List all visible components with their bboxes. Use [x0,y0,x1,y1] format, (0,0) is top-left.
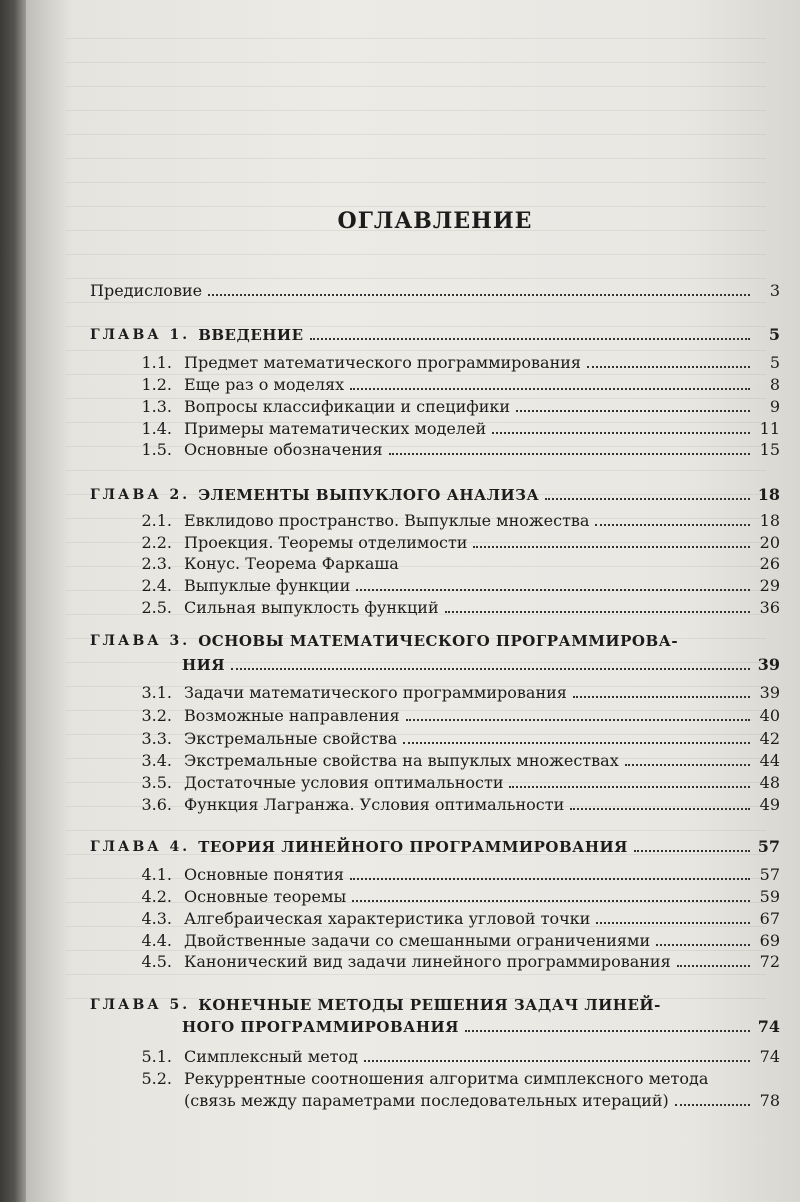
toc-chapter [90,834,780,856]
leader-dots [509,785,750,788]
page-number: 74 [759,1047,780,1066]
chapter-label: ГЛАВА 4. [90,839,191,855]
section-title: Основные обозначения [184,440,383,459]
toc-section [90,906,780,928]
toc-section [90,530,780,552]
toc-section [90,551,780,573]
leader-dots [356,588,750,591]
chapter-label: ГЛАВА 3. [90,633,191,649]
page-number: 44 [759,751,780,770]
leader-dots [587,365,750,368]
page-number: 69 [759,931,780,950]
section-number: 1.2. [141,375,172,394]
chapter-label: ГЛАВА 2. [90,487,191,503]
chapter-label: ГЛАВА 5. [90,997,191,1013]
section-number: 3.2. [141,706,172,725]
section-title: Алгебраическая характеристика угловой точки [184,909,591,928]
page-title: ОГЛАВЛЕНИЕ [337,208,533,234]
leader-dots [406,718,750,721]
section-title: Конус. Теорема Фаркаша [184,554,399,573]
leader-dots [625,763,750,766]
page-number: 36 [759,598,780,617]
page-number: 57 [759,865,780,884]
toc-section [90,949,780,971]
section-title: Евклидово пространство. Выпуклые множества [184,511,590,530]
section-number: 4.2. [141,887,172,906]
section-title: Функция Лагранжа. Условия оптимальности [184,795,565,814]
section-number: 1.3. [141,397,172,416]
leader-dots [492,431,750,434]
section-title: Вопросы классификации и специфики [184,397,511,416]
leader-dots [570,807,750,810]
toc-chapter-continued [90,1014,780,1036]
section-number: 2.3. [141,554,172,573]
section-number: 3.3. [141,729,172,748]
section-title: Основные понятия [184,865,344,884]
section-title: Экстремальные свойства на выпуклых множествах [184,751,619,770]
section-title: Проекция. Теоремы отделимости [184,533,468,552]
section-number: 3.5. [141,773,172,792]
page-number: 49 [759,795,780,814]
section-title: Достаточные условия оптимальности [184,773,504,792]
page-number: 74 [757,1017,780,1036]
leader-dots [465,1029,750,1032]
leader-dots [389,452,750,455]
section-number: 1.4. [141,419,172,438]
chapter-title-line1: КОНЕЧНЫЕ МЕТОДЫ РЕШЕНИЯ ЗАДАЧ ЛИНЕЙ- [198,996,661,1014]
section-title: Симплексный метод [184,1047,359,1066]
leader-dots [516,409,750,412]
preface-label: Предисловие [90,281,203,300]
chapter-title-line2: НОГО ПРОГРАММИРОВАНИЯ [182,1018,459,1036]
toc-chapter [90,992,780,1014]
toc-section [90,928,780,950]
section-number: 5.1. [141,1047,172,1066]
toc-section [90,394,780,416]
toc-section [90,748,780,770]
toc-section [90,372,780,394]
section-number: 5.2. [141,1069,172,1088]
toc-section [90,350,780,372]
toc-section [90,508,780,530]
leader-dots [545,497,750,500]
page-number: 40 [759,706,780,725]
leader-dots [473,545,750,548]
book-page [26,0,800,1202]
toc-section [90,792,780,814]
toc-section [90,595,780,617]
section-title-line1: Рекуррентные соотношения алгоритма симплексного метода [184,1069,709,1088]
section-title: Сильная выпуклость функций [184,598,439,617]
section-number: 3.6. [141,795,172,814]
section-number: 1.1. [141,353,172,372]
leader-dots [352,899,750,902]
section-title: Выпуклые функции [184,576,351,595]
leader-dots [350,387,750,390]
toc-section [90,437,780,459]
chapter-title: ВВЕДЕНИЕ [198,326,304,344]
section-title-line2: (связь между параметрами последовательных итераций) [184,1091,669,1110]
page-number: 9 [769,397,780,416]
page-number: 29 [759,576,780,595]
section-title: Возможные направления [184,706,400,725]
chapter-title: ЭЛЕМЕНТЫ ВЫПУКЛОГО АНАЛИЗА [198,486,540,504]
page-number: 59 [759,887,780,906]
leader-dots [445,610,750,613]
toc-preface [90,278,780,300]
page-number: 72 [759,952,780,971]
section-title: Экстремальные свойства [184,729,398,748]
section-number: 3.4. [141,751,172,770]
toc-chapter [90,482,780,504]
toc-section [90,884,780,906]
toc-section [90,573,780,595]
chapter-title-line2: НИЯ [182,656,226,674]
toc-section [90,416,780,438]
page-number: 48 [759,773,780,792]
leader-dots [208,293,750,296]
section-number: 4.4. [141,931,172,950]
section-number: 3.1. [141,683,172,702]
chapter-label: ГЛАВА 1. [90,327,191,343]
page-number: 15 [759,440,780,459]
leader-dots [677,964,750,967]
section-title: Примеры математических моделей [184,419,487,438]
section-title: Канонический вид задачи линейного программирования [184,952,671,971]
chapter-title: ТЕОРИЯ ЛИНЕЙНОГО ПРОГРАММИРОВАНИЯ [198,838,628,856]
section-number: 4.5. [141,952,172,971]
section-title: Еще раз о моделях [184,375,345,394]
page-number: 11 [759,419,780,438]
page-number: 8 [769,375,780,394]
toc-chapter-continued [90,652,780,674]
section-number: 2.5. [141,598,172,617]
leader-dots [364,1059,750,1062]
toc-chapter [90,322,780,344]
leader-dots [403,741,750,744]
toc-section [90,1066,780,1088]
section-title: Задачи математического программирования [184,683,567,702]
leader-dots [675,1103,750,1106]
page-number: 67 [759,909,780,928]
leader-dots [573,695,750,698]
toc-section [90,1044,780,1066]
leader-dots [310,337,750,340]
page-number: 39 [759,683,780,702]
page-number: 5 [768,325,780,344]
section-number: 1.5. [141,440,172,459]
leader-dots [595,523,750,526]
toc-section [90,703,780,725]
section-number: 4.1. [141,865,172,884]
page-number: 18 [757,485,780,504]
toc-section [90,680,780,702]
page-number: 20 [759,533,780,552]
leader-dots [231,667,750,670]
section-number: 2.4. [141,576,172,595]
page-number: 39 [757,655,780,674]
leader-dots [405,566,750,569]
book-spine-shadow [0,0,26,1202]
section-title: Основные теоремы [184,887,347,906]
section-number: 2.1. [141,511,172,530]
section-number: 2.2. [141,533,172,552]
toc-section [90,770,780,792]
section-number: 4.3. [141,909,172,928]
leader-dots [634,849,750,852]
page-number: 5 [769,353,780,372]
page-number: 42 [759,729,780,748]
chapter-title-line1: ОСНОВЫ МАТЕМАТИЧЕСКОГО ПРОГРАММИРОВА- [198,632,679,650]
toc-chapter [90,628,780,650]
leader-dots [596,921,750,924]
leader-dots [350,877,750,880]
toc-section [90,726,780,748]
page-number: 78 [759,1091,780,1110]
page-number: 57 [757,837,780,856]
page-number: 18 [759,511,780,530]
section-title: Двойственные задачи со смешанными ограничениями [184,931,651,950]
page-number: 3 [769,281,780,300]
toc-section [90,862,780,884]
page-number: 26 [759,554,780,573]
toc-section-continued [90,1088,780,1110]
leader-dots [656,943,750,946]
section-title: Предмет математического программирования [184,353,582,372]
